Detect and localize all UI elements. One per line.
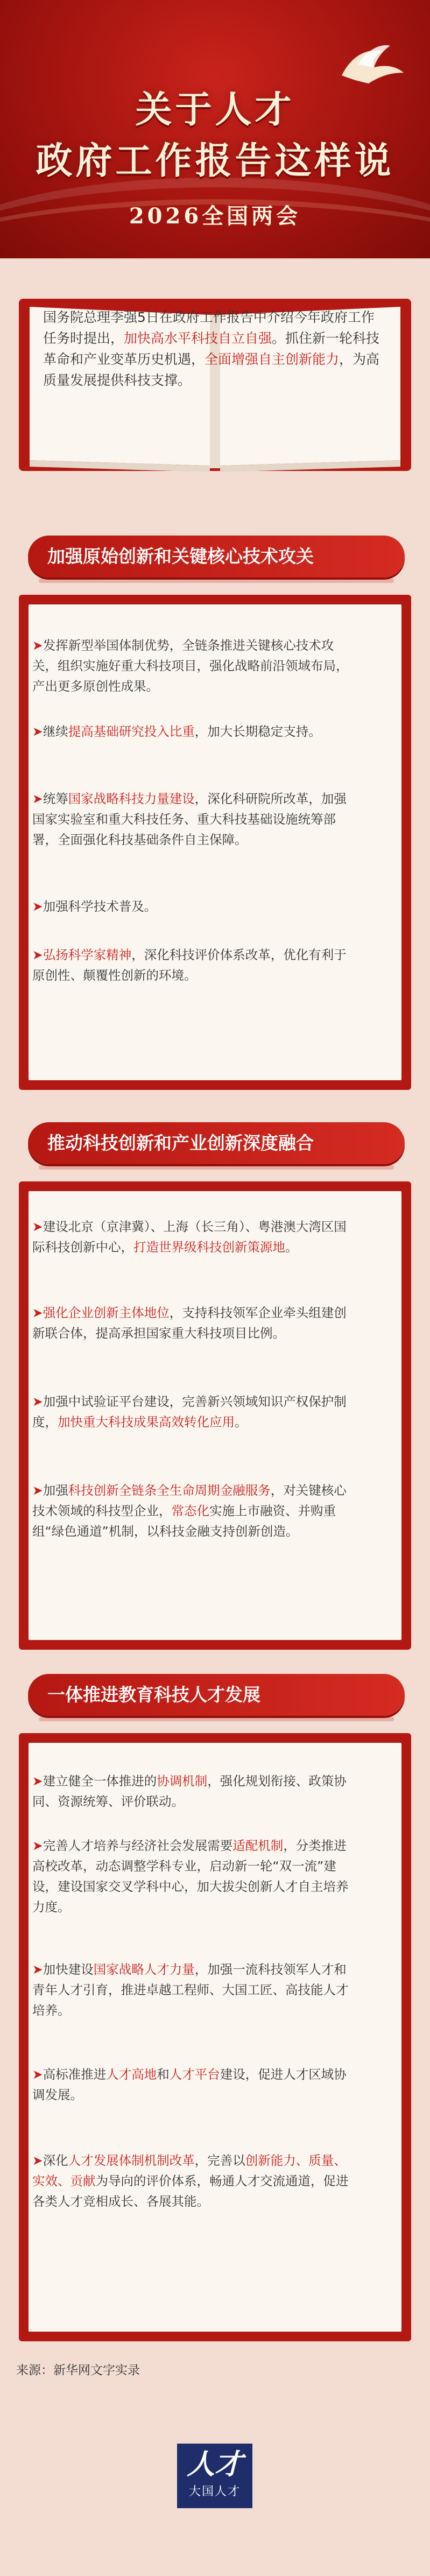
intro-text: 。抓住新一轮科技革命和产业变革历史机遇， [43,330,380,367]
section-panel-3 [19,1733,411,2341]
intro-text: 国务院总理李强5日在政府工作报告中介绍今年政府工作任务时提出， [43,309,375,346]
item-highlight: 打造世界级科技创新策源地 [133,1240,285,1255]
list-item [32,1771,355,1812]
list-item [32,1480,355,1542]
list-item [32,721,355,742]
item-highlight: 适配机制 [232,1838,284,1853]
item-text: ，加大长期稳定支持。 [194,724,321,739]
item-text: ，加强一流科技领军人才和青年人才引育，推进卓越工程师、大国工匠、高技能人才培养。 [32,1962,349,2018]
item-text: ，强化规划衔接、政策协同、资源统筹、评价联动。 [32,1773,347,1809]
list-item [32,2064,355,2105]
logo-text: 人才 [186,2448,243,2481]
item-text: ，深化科研院所改革，加强国家实验室和重大科技任务、重大科技基础设施统筹部署，全面强化科技基础条件自主保障。 [32,791,347,847]
header-banner [0,0,430,258]
item-text: 。 [285,1240,298,1255]
item-highlight: 强化企业创新主体地位 [43,1305,170,1320]
arrow-icon: ➤ [32,947,43,962]
item-text: 加强中试验证平台建设，完善新兴领域知识产权保护制度， [32,1394,347,1430]
list-item [32,1835,355,1917]
item-text: 为导向的评价体系，畅通人才交流通道，促进各类人才竞相成长、各展其能。 [32,2173,349,2209]
item-highlight: 协调机制 [157,1773,208,1789]
intro-paragraph [43,307,387,391]
item-text: ，支持科技领军企业牵头组建创新联合体，提高承担国家重大科技项目比例。 [32,1305,347,1341]
section-title-1: 加强原始创新和关键核心技术攻关 [28,536,405,578]
intro-highlight: 加快高水平科技自立自强 [124,330,272,346]
item-highlight: 科技创新全链条全生命周期金融服务 [68,1483,271,1498]
item-highlight: 加快重大科技成果高效转化应用 [58,1414,235,1430]
item-text: 加快建设 [43,1962,94,1977]
item-highlight: 人才发展体制机制改革 [68,2153,195,2168]
page-title-line2: 政府工作报告这样说 [36,140,394,182]
item-text: 高标准推进 [43,2067,107,2082]
arrow-icon: ➤ [32,1962,43,1977]
arrow-icon: ➤ [32,1219,43,1234]
arrow-icon: ➤ [32,1394,43,1409]
list-item [32,635,355,696]
item-text: 建设北京（京津冀）、上海（长三角）、粤港澳大湾区国际科技创新中心， [32,1219,347,1255]
panel-paper [29,1743,401,2332]
item-highlight: 弘扬科学家精神 [43,947,132,962]
intro-text: ，为高质量发展提供科技支撑。 [43,351,380,388]
source-credit: 来源：新华网文字实录 [16,2363,140,2377]
item-highlight: 提高基础研究投入比重 [68,724,195,739]
arrow-icon: ➤ [32,2067,43,2082]
intro-highlight: 全面增强自主创新能力 [205,351,340,367]
list-item [32,2150,355,2212]
item-text: 建立健全一体推进的 [43,1773,157,1789]
page-title-line1: 关于人才 [135,89,295,131]
item-text: ，分类推进高校改革，动态调整学科专业，启动新一轮“双一流”建设，建设国家交叉学科中心，加大拔尖创新人才自主培养力度。 [32,1838,349,1915]
item-highlight: 创新能力、质量、实效、贡献 [32,2153,347,2188]
section-title-2: 推动科技创新和产业创新深度融合 [28,1122,405,1164]
list-item [32,1391,355,1432]
list-item [32,1303,355,1343]
item-text: 完善人才培养与经济社会发展需要 [43,1838,233,1853]
item-text: 继续 [43,724,68,739]
item-highlight: 常态化 [171,1503,209,1518]
page-subtitle: 2026全国两会 [129,203,301,229]
item-text: 统筹 [43,791,68,806]
logo-subtext: 大国人才 [188,2485,241,2498]
arrow-icon: ➤ [32,1483,43,1498]
item-text: ，深化科技评价体系改革，优化有利于原创性、颠覆性创新的环境。 [32,947,347,983]
list-item [32,1959,355,2021]
list-item [32,896,355,917]
arrow-icon: ➤ [32,791,43,806]
item-highlight: 人才高地 [106,2067,157,2082]
arrow-icon: ➤ [32,1838,43,1853]
arrow-icon: ➤ [32,1773,43,1789]
item-text: 和 [157,2067,170,2082]
list-item [32,945,355,986]
item-highlight: 国家战略人才力量 [93,1962,195,1977]
item-text: 实施上市融资、并购重组“绿色通道”机制，以科技金融支持创新创造。 [32,1503,336,1539]
brand-logo [177,2444,252,2508]
arrow-icon: ➤ [32,638,43,653]
list-item [32,1216,355,1257]
section-title-3: 一体推进教育科技人才发展 [28,1674,405,1716]
item-text: 加强科学技术普及。 [43,899,157,914]
item-text: 建设，促进人才区域协调发展。 [32,2067,347,2102]
item-text: 发挥新型举国体制优势，全链条推进关键核心技术攻关，组织实施好重大科技项目，强化战略前沿领域布局，产出更多原创性成果。 [32,638,349,694]
arrow-icon: ➤ [32,2153,43,2168]
arrow-icon: ➤ [32,899,43,914]
item-text: ，对关键核心技术领域的科技型企业， [32,1483,347,1518]
item-text: 深化 [43,2153,68,2168]
item-highlight: 人才平台 [169,2067,220,2082]
item-highlight: 国家战略科技力量建设 [68,791,195,806]
item-text: 加强 [43,1483,68,1498]
item-text: 。 [235,1414,248,1430]
arrow-icon: ➤ [32,724,43,739]
item-text: ，完善以 [194,2153,245,2168]
list-item [32,789,355,850]
arrow-icon: ➤ [32,1305,43,1320]
